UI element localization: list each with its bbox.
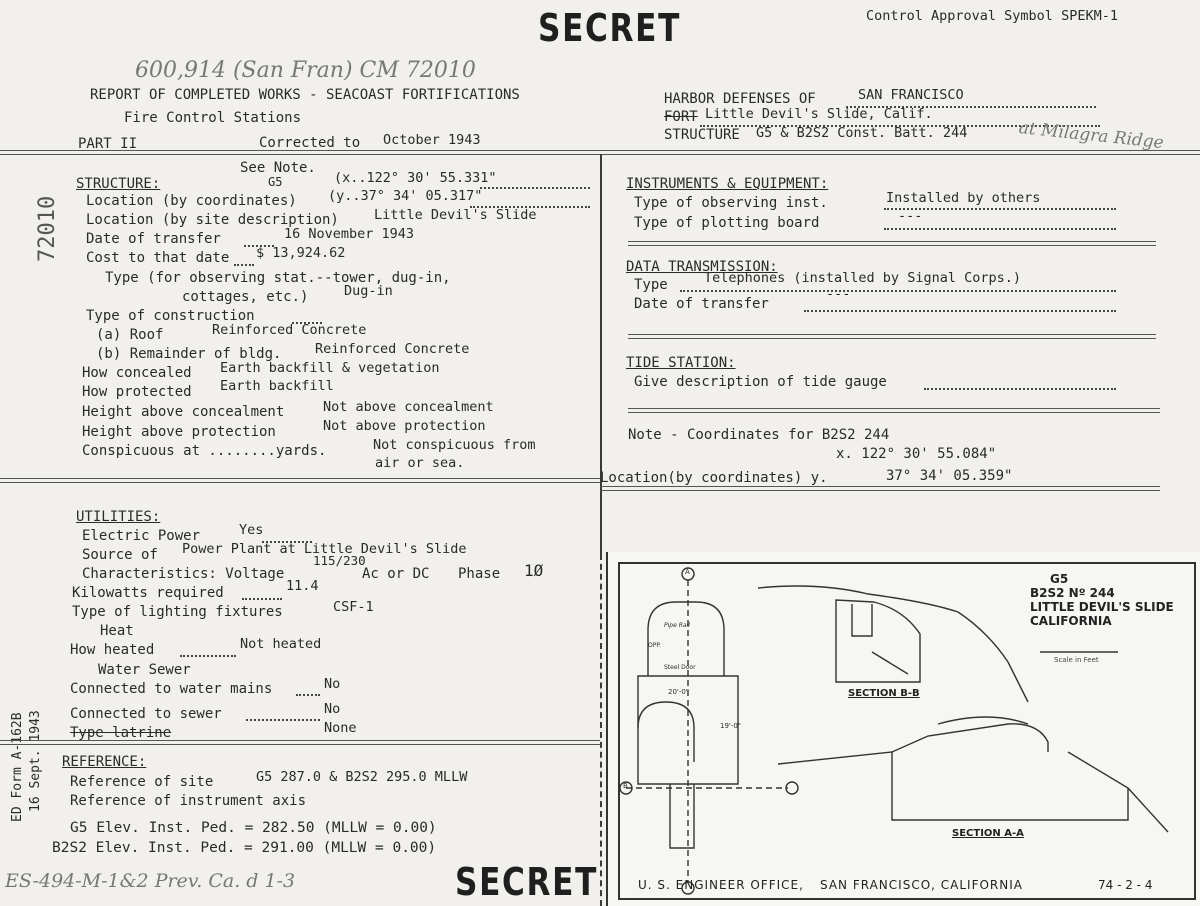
harbor-label: HARBOR DEFENSES OF (664, 91, 816, 107)
sewer-value: No (324, 701, 341, 717)
observing-label: Type of observing inst. (634, 195, 828, 211)
concealed-label: How concealed (82, 365, 192, 381)
note-y-value: 37° 34' 05.359" (886, 468, 1013, 484)
data-transmission-heading: DATA TRANSMISSION: (626, 259, 778, 275)
report-title: REPORT OF COMPLETED WORKS - SEACOAST FORTIFICATIONS (90, 87, 520, 103)
structure-heading: STRUCTURE: (76, 176, 161, 192)
section-bb-room (852, 604, 872, 636)
ac-dc-label: Ac or DC (362, 566, 430, 582)
secret-stamp-bottom: SECRET (455, 860, 598, 904)
transfer-value: 16 November 1943 (284, 226, 415, 242)
note-location-label: Location(by coordinates) y. (600, 470, 828, 486)
type-value: Dug-in (344, 283, 393, 299)
dt-type-dots (680, 290, 1116, 292)
heated-value: Not heated (240, 636, 322, 652)
utilities-heading: UTILITIES: (76, 509, 161, 525)
reference-site-label: Reference of site (70, 774, 214, 790)
fort-label: FORT (664, 109, 698, 125)
section-bb-label: SECTION B-B (848, 688, 920, 699)
water-value: No (324, 676, 341, 692)
electric-value: Yes (239, 522, 264, 538)
dt-transfer-value: --- (826, 286, 851, 302)
coord-label: Location (by coordinates) (86, 193, 297, 209)
sewer-dots (246, 719, 320, 721)
secret-stamp-top: SECRET (538, 6, 681, 50)
plotting-value: --- (898, 208, 923, 224)
cost-dots (234, 264, 254, 266)
protected-label: How protected (82, 384, 192, 400)
protected-value: Earth backfill (220, 378, 334, 394)
plan-pipe-rail: Pipe Rail (664, 622, 690, 629)
part-label: PART II (78, 136, 138, 152)
instruments-divider (628, 241, 1156, 246)
b2s2-elevation: B2S2 Elev. Inst. Ped. = 291.00 (MLLW = 0.00) (52, 840, 437, 856)
drawing-footer-city: SAN FRANCISCO, CALIFORNIA (820, 878, 1023, 892)
center-divider-lower (600, 554, 602, 906)
section-aa-slope (1128, 788, 1168, 832)
heated-label: How heated (70, 642, 155, 658)
section-aa-body (892, 752, 1128, 820)
source-label: Source of (82, 547, 158, 563)
see-note: See Note. (240, 160, 316, 176)
report-subtitle: Fire Control Stations (124, 110, 302, 126)
phase-value: 1Ø (524, 561, 544, 580)
conspicuous-value-line1: Not conspicuous from (373, 437, 536, 453)
form-number-vertical: ED Form A-162B (10, 712, 25, 822)
site-value: Little Devil's Slide (374, 207, 537, 223)
marker-a-top: A (685, 568, 690, 576)
center-divider (600, 154, 602, 554)
plotting-label: Type of plotting board (634, 215, 820, 231)
structure-handwritten-note: at Milagra Ridge (1017, 118, 1165, 154)
file-number-vertical: 72010 (35, 195, 60, 262)
tide-gauge-label: Give description of tide gauge (634, 374, 887, 390)
cost-value: $ 13,924.62 (256, 245, 346, 261)
drawing-footer-office: U. S. ENGINEER OFFICE, (638, 878, 804, 892)
plan-dim-1: 20'-0" (668, 688, 690, 696)
section-bb-stairs (872, 652, 908, 674)
form-date-vertical: 16 Sept. 1943 (28, 710, 43, 812)
fortification-drawing (606, 552, 1200, 906)
tide-divider (628, 408, 1160, 413)
source-value: Power Plant at Little Devil's Slide (182, 541, 467, 557)
heated-dots (180, 655, 236, 657)
drawing-title-location: LITTLE DEVIL'S SLIDE (1030, 600, 1174, 614)
coord-y-value: (y..37° 34' 05.317" (328, 188, 483, 204)
terrain-line (758, 586, 1028, 702)
latrine-value: None (324, 720, 357, 736)
structure-value-header: G5 & B2S2 Const. Batt. 244 (756, 125, 968, 141)
note-x-line: x. 122° 30' 55.084" (836, 446, 997, 462)
drawing-title-state: CALIFORNIA (1030, 614, 1112, 628)
type-label-line2: cottages, etc.) (182, 289, 309, 305)
drawing-title-g5: G5 (1050, 572, 1069, 586)
g5-label: G5 (268, 175, 283, 189)
g5-elevation: G5 Elev. Inst. Ped. = 282.50 (MLLW = 0.00) (70, 820, 437, 836)
roof-label: (a) Roof (96, 327, 164, 343)
lighting-value: CSF-1 (333, 599, 374, 615)
concealed-value: Earth backfill & vegetation (220, 360, 440, 376)
instrument-axis-label: Reference of instrument axis (70, 793, 307, 809)
handwritten-reference: 600,914 (San Fran) CM 72010 (135, 58, 476, 83)
fort-value: Little Devil's Slide, Calif. (705, 106, 933, 122)
height-conceal-label: Height above concealment (82, 404, 285, 420)
water-dots (296, 694, 320, 696)
plan-opp: OPP. (648, 642, 661, 649)
site-label: Location (by site description) (86, 212, 339, 228)
transfer-label: Date of transfer (86, 231, 221, 247)
drawing-footer-number: 74 - 2 - 4 (1098, 878, 1153, 892)
section-aa-dome (938, 717, 1028, 724)
heat-label: Heat (100, 623, 134, 639)
coord-x-value: (x..122° 30' 55.331" (334, 170, 497, 186)
height-protect-value: Not above protection (323, 418, 486, 434)
plan-dim-2: 19'-0" (720, 722, 742, 730)
marker-b-left: B (623, 782, 628, 790)
characteristics-label: Characteristics: Voltage (82, 566, 285, 582)
data-transmission-divider (628, 334, 1156, 339)
tide-gauge-dots (924, 388, 1116, 390)
conspicuous-label: Conspicuous at ........yards. (82, 443, 327, 459)
voltage-value: 115/230 (313, 553, 366, 568)
construction-label: Type of construction (86, 308, 255, 324)
section-aa-top (778, 724, 1048, 764)
plan-lower-dome (638, 702, 694, 762)
dt-transfer-dots (804, 310, 1116, 312)
water-label: Connected to water mains (70, 681, 273, 697)
conspicuous-value-line2: air or sea. (375, 455, 465, 471)
section-bb-body (836, 600, 920, 682)
cost-label: Cost to that date (86, 250, 230, 266)
note-divider (600, 486, 1160, 491)
tide-heading: TIDE STATION: (626, 355, 736, 371)
structure-divider (0, 478, 600, 483)
kilowatts-dots (242, 598, 282, 600)
electric-label: Electric Power (82, 528, 201, 544)
type-label-line1: Type (for observing stat.--tower, dug-in, (105, 270, 451, 286)
dt-type-label: Type (634, 277, 668, 293)
latrine-label: Type latrine (70, 725, 172, 741)
sewer-label: Connected to sewer (70, 706, 222, 722)
coord-x-dots (480, 187, 590, 189)
handwritten-bottom-note: ES-494-M-1&2 Prev. Ca. d 1-3 (5, 870, 296, 892)
drawing-scale-label: Scale in Feet (1054, 656, 1099, 664)
structure-label-header: STRUCTURE (664, 127, 740, 143)
kilowatts-label: Kilowatts required (72, 585, 224, 601)
note-line: Note - Coordinates for B2S2 244 (628, 427, 890, 443)
roof-value: Reinforced Concrete (212, 322, 367, 338)
water-sewer-label: Water Sewer (98, 662, 191, 678)
corrected-prefix: Corrected to (259, 135, 361, 151)
dt-transfer-label: Date of transfer (634, 296, 769, 312)
corrected-date: October 1943 (383, 132, 481, 148)
remainder-label: (b) Remainder of bldg. (96, 346, 282, 362)
reference-heading: REFERENCE: (62, 754, 147, 770)
remainder-value: Reinforced Concrete (315, 341, 470, 357)
phase-label: Phase (458, 566, 501, 582)
harbor-value: SAN FRANCISCO (858, 87, 964, 103)
drawing-title-b2s2: B2S2 Nº 244 (1030, 586, 1115, 600)
control-approval-symbol: Control Approval Symbol SPEKM-1 (866, 8, 1118, 24)
height-conceal-value: Not above concealment (323, 399, 494, 415)
plan-steel-door: Steel Door (664, 664, 696, 671)
reference-site-value: G5 287.0 & B2S2 295.0 MLLW (256, 769, 468, 785)
lighting-label: Type of lighting fixtures (72, 604, 283, 620)
section-aa-label: SECTION A-A (952, 828, 1024, 839)
height-protect-label: Height above protection (82, 424, 276, 440)
instruments-heading: INSTRUMENTS & EQUIPMENT: (626, 176, 829, 192)
utilities-divider (0, 740, 600, 745)
observing-value: Installed by others (886, 190, 1041, 206)
dt-type-value: Telephones (installed by Signal Corps.) (704, 270, 1021, 286)
plan-stair (670, 784, 694, 848)
plotting-dots (884, 228, 1116, 230)
kilowatts-value: 11.4 (286, 578, 319, 594)
